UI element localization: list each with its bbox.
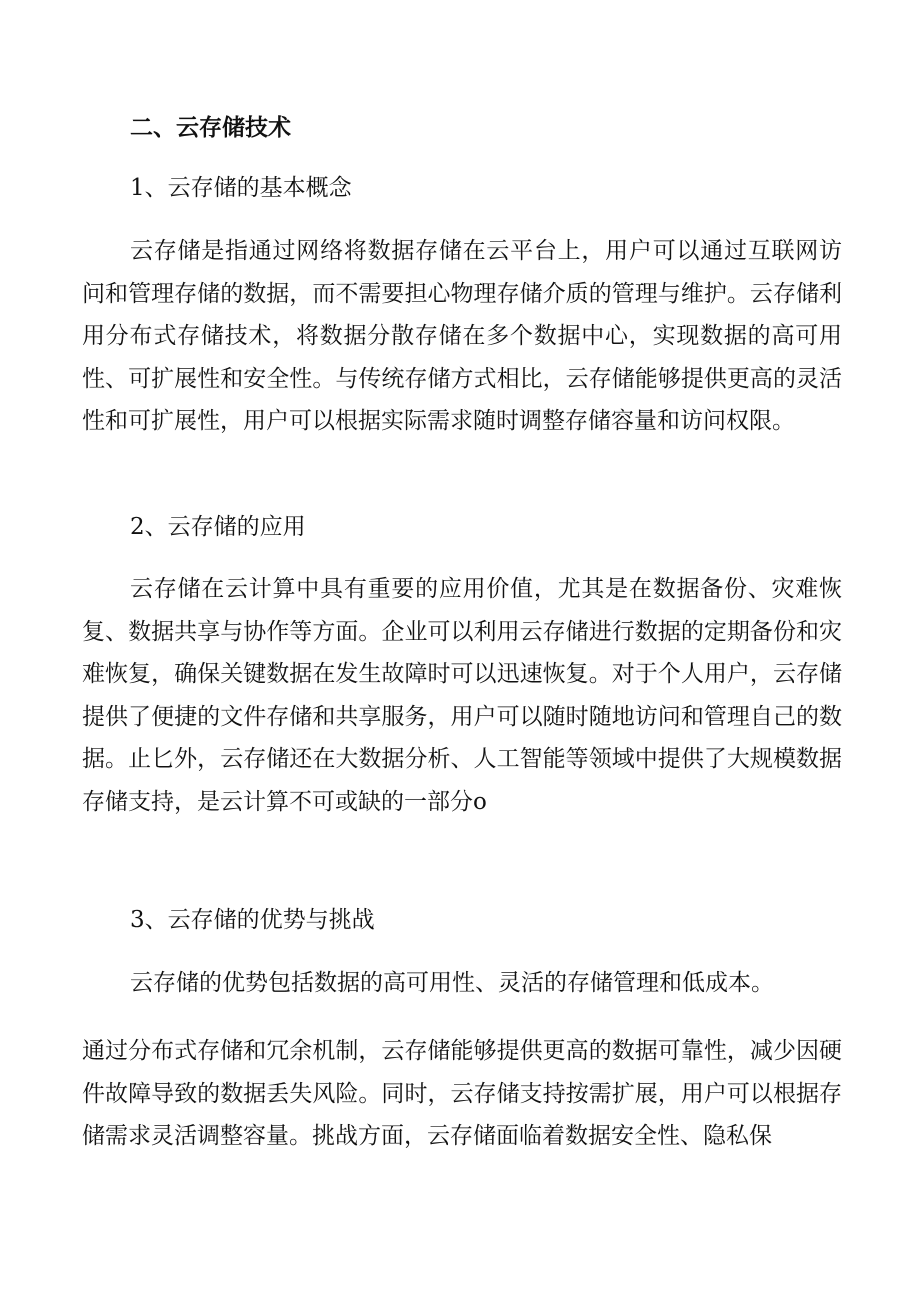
subsection-title-applications: 2、云存储的应用 <box>130 514 306 540</box>
subsection-title-basic-concept: 1、云存储的基本概念 <box>130 175 352 201</box>
paragraph-advantages-intro: 云存储的优势包括数据的高可用性、灵活的存储管理和低成本。 <box>130 970 774 996</box>
paragraph-basic-concept: 云存储是指通过网络将数据存储在云平台上，用户可以通过互联网访问和管理存储的数据，而不需要担心物理存储介质的管理与维护。云存储利用分布式存储技术，将数据分散存储在多个数据中心，实现数据的高可用性、可扩展性和安全性。与传统存储方式相比，云存储能够提供更高的灵活性和可扩展性，用户可以根据实际需求随时调整存储容量和访问权限。 <box>82 238 842 434</box>
section-title: 二、云存储技术 <box>130 114 291 141</box>
paragraph-applications: 云存储在云计算中具有重要的应用价值，尤其是在数据备份、灾难恢复、数据共享与协作等方面。企业可以利用云存储进行数据的定期备份和灾难恢复，确保关键数据在发生故障时可以迅速恢复。对于个人用户，云存储提供了便捷的文件存储和共享服务，用户可以随时随地访问和管理自己的数据。止匕外，云存储还在大数据分析、人工智能等领域中提供了大规模数据存储支持，是云计算不可或缺的一部分o <box>82 576 842 815</box>
paragraph-advantages-continued: 通过分布式存储和冗余机制，云存储能够提供更高的数据可靠性，减少因硬件故障导致的数据丢失风险。同时，云存储支持按需扩展，用户可以根据存储需求灵活调整容量。挑战方面，云存储面临着数据安全性、隐私保 <box>82 1038 842 1149</box>
subsection-title-advantages-challenges: 3、云存储的优势与挑战 <box>130 907 375 933</box>
